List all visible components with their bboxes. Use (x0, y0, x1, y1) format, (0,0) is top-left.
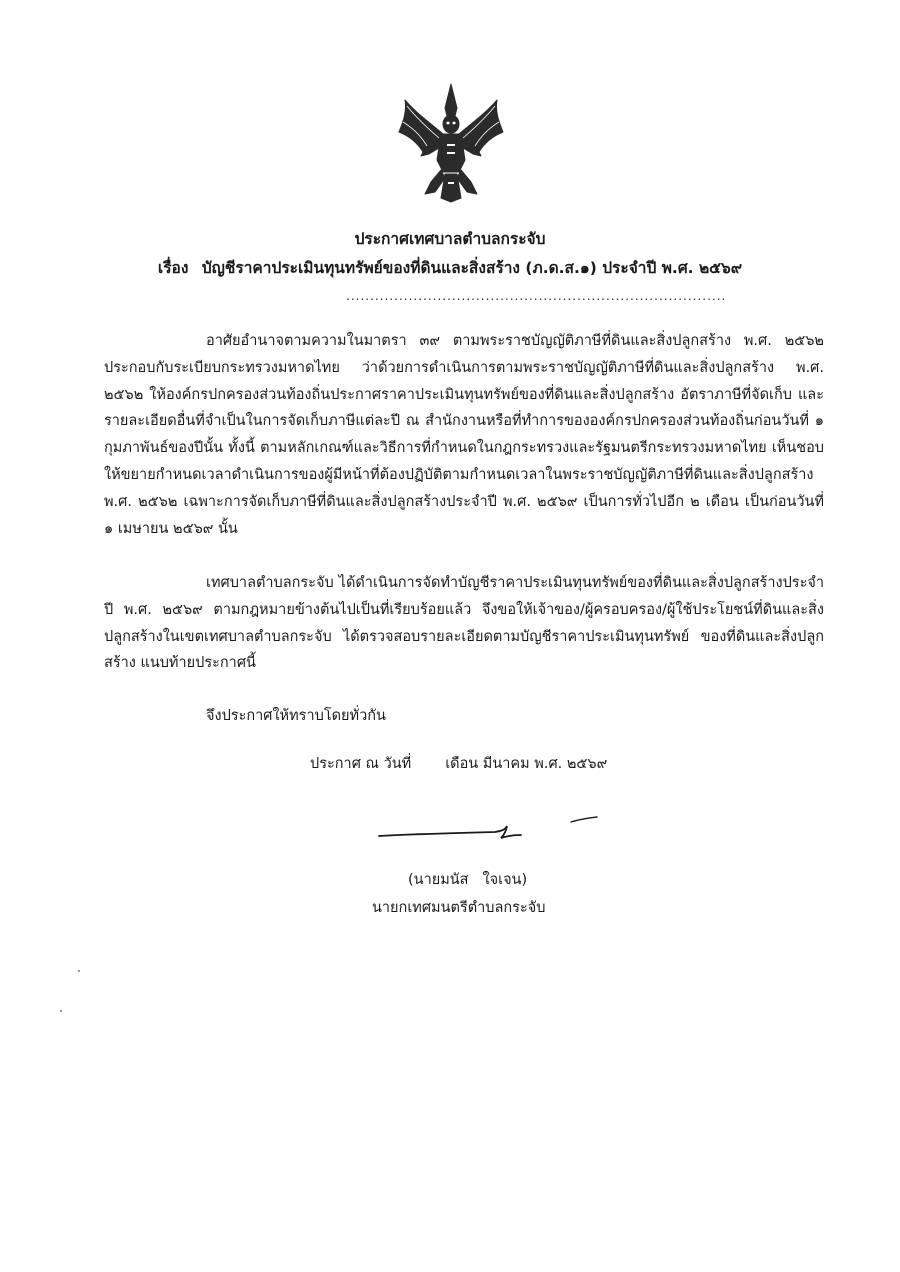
subject-text: บัญชีราคาประเมินทุนทรัพย์ของที่ดินและสิ่งสร้าง (ภ.ด.ส.๑) ประจำปี พ.ศ. ๒๕๖๙ (201, 259, 743, 277)
date-month-year: เดือน มีนาคม พ.ศ. ๒๕๖๙ (445, 756, 608, 772)
subject-label: เรื่อง (157, 259, 189, 277)
body-paragraph-1 (104, 328, 824, 542)
dotted-separator: ............................................................................... (346, 289, 727, 303)
signer-name-first: (นายมนัส (408, 872, 469, 888)
date-prefix: ประกาศ ณ วันที่ (310, 756, 412, 772)
body-paragraph-2 (104, 570, 824, 677)
signer-name (408, 868, 527, 891)
closing-statement: จึงประกาศให้ทราบโดยทั่วกัน (206, 708, 386, 724)
signer-position: นายกเทศมนตรีตำบลกระจับ (372, 900, 546, 916)
paragraph-2-text: เทศบาลตำบลกระจับ ได้ดำเนินการจัดทำบัญชีราคาประเมินทุนทรัพย์ของที่ดินและสิ่งปลูกสร้างประจำปี พ.ศ. ๒๕๖๙ ตามกฎหมายข้างต้นไปเป็นที่เรียบร้อยแล้ว จึงขอให้เจ้าของ/ผู้ครอบครอง/ผู้ใช้ประโยชน์ที่ดินและสิ่งปลูกสร้างในเขตเทศบาลตำบลกระจับ ได้ตรวจสอบรายละเอียดตามบัญชีราคาประเมินทุนทรัพย์ ของที่ดินและสิ่งปลูกสร้าง แนบท้ายประกาศนี้ (104, 575, 824, 672)
handwritten-signature (375, 808, 605, 848)
scan-speck (78, 970, 80, 972)
announcement-date (310, 752, 607, 775)
announcement-subject-line (0, 255, 900, 280)
paragraph-1-text: อาศัยอำนาจตามความในมาตรา ๓๙ ตามพระราชบัญญัติภาษีที่ดินและสิ่งปลูกสร้าง พ.ศ. ๒๕๖๒ ประกอบกับระเบียบกระทรวงมหาดไทย ว่าด้วยการดำเนินการตามพระราชบัญญัติภาษีที่ดินและสิ่งปลูกสร้าง พ.ศ. ๒๕๖๒ ให้องค์กรปกครองส่วนท้องถิ่นประกาศราคาประเมินทุนทรัพย์ของที่ดินและสิ่งปลูกสร้าง อัตราภาษีที่จัดเก็บ และรายละเอียดอื่นที่จำเป็นในการจัดเก็บภาษีแต่ละปี ณ สำนักงานหรือที่ทำการขององค์กรปกครองส่วนท้องถิ่นก่อนวันที่ ๑ กุมภาพันธ์ของปีนั้น ทั้งนี้ ตามหลักเกณฑ์และวิธีการที่กำหนดในกฎกระทรวงและรัฐมนตรีกระทรวงมหาดไทย เห็นชอบให้ขยายกำหนดเวลาดำเนินการของผู้มีหน้าที่ต้องปฏิบัติตามกำหนดเวลาในพระราชบัญญัติภาษีที่ดินและสิ่งปลูกสร้าง พ.ศ. ๒๕๖๒ เฉพาะการจัดเก็บภาษีที่ดินและสิ่งปลูกสร้างประจำปี พ.ศ. ๒๕๖๙ เป็นการทั่วไปอีก ๒ เดือน เป็นก่อนวันที่ ๑ เมษายน ๒๕๖๙ นั้น (104, 333, 824, 537)
scan-speck (60, 1010, 62, 1012)
announcement-title: ประกาศเทศบาลตำบลกระจับ (354, 230, 546, 248)
signer-name-last: ใจเจน) (482, 872, 528, 888)
garuda-emblem (395, 82, 507, 204)
